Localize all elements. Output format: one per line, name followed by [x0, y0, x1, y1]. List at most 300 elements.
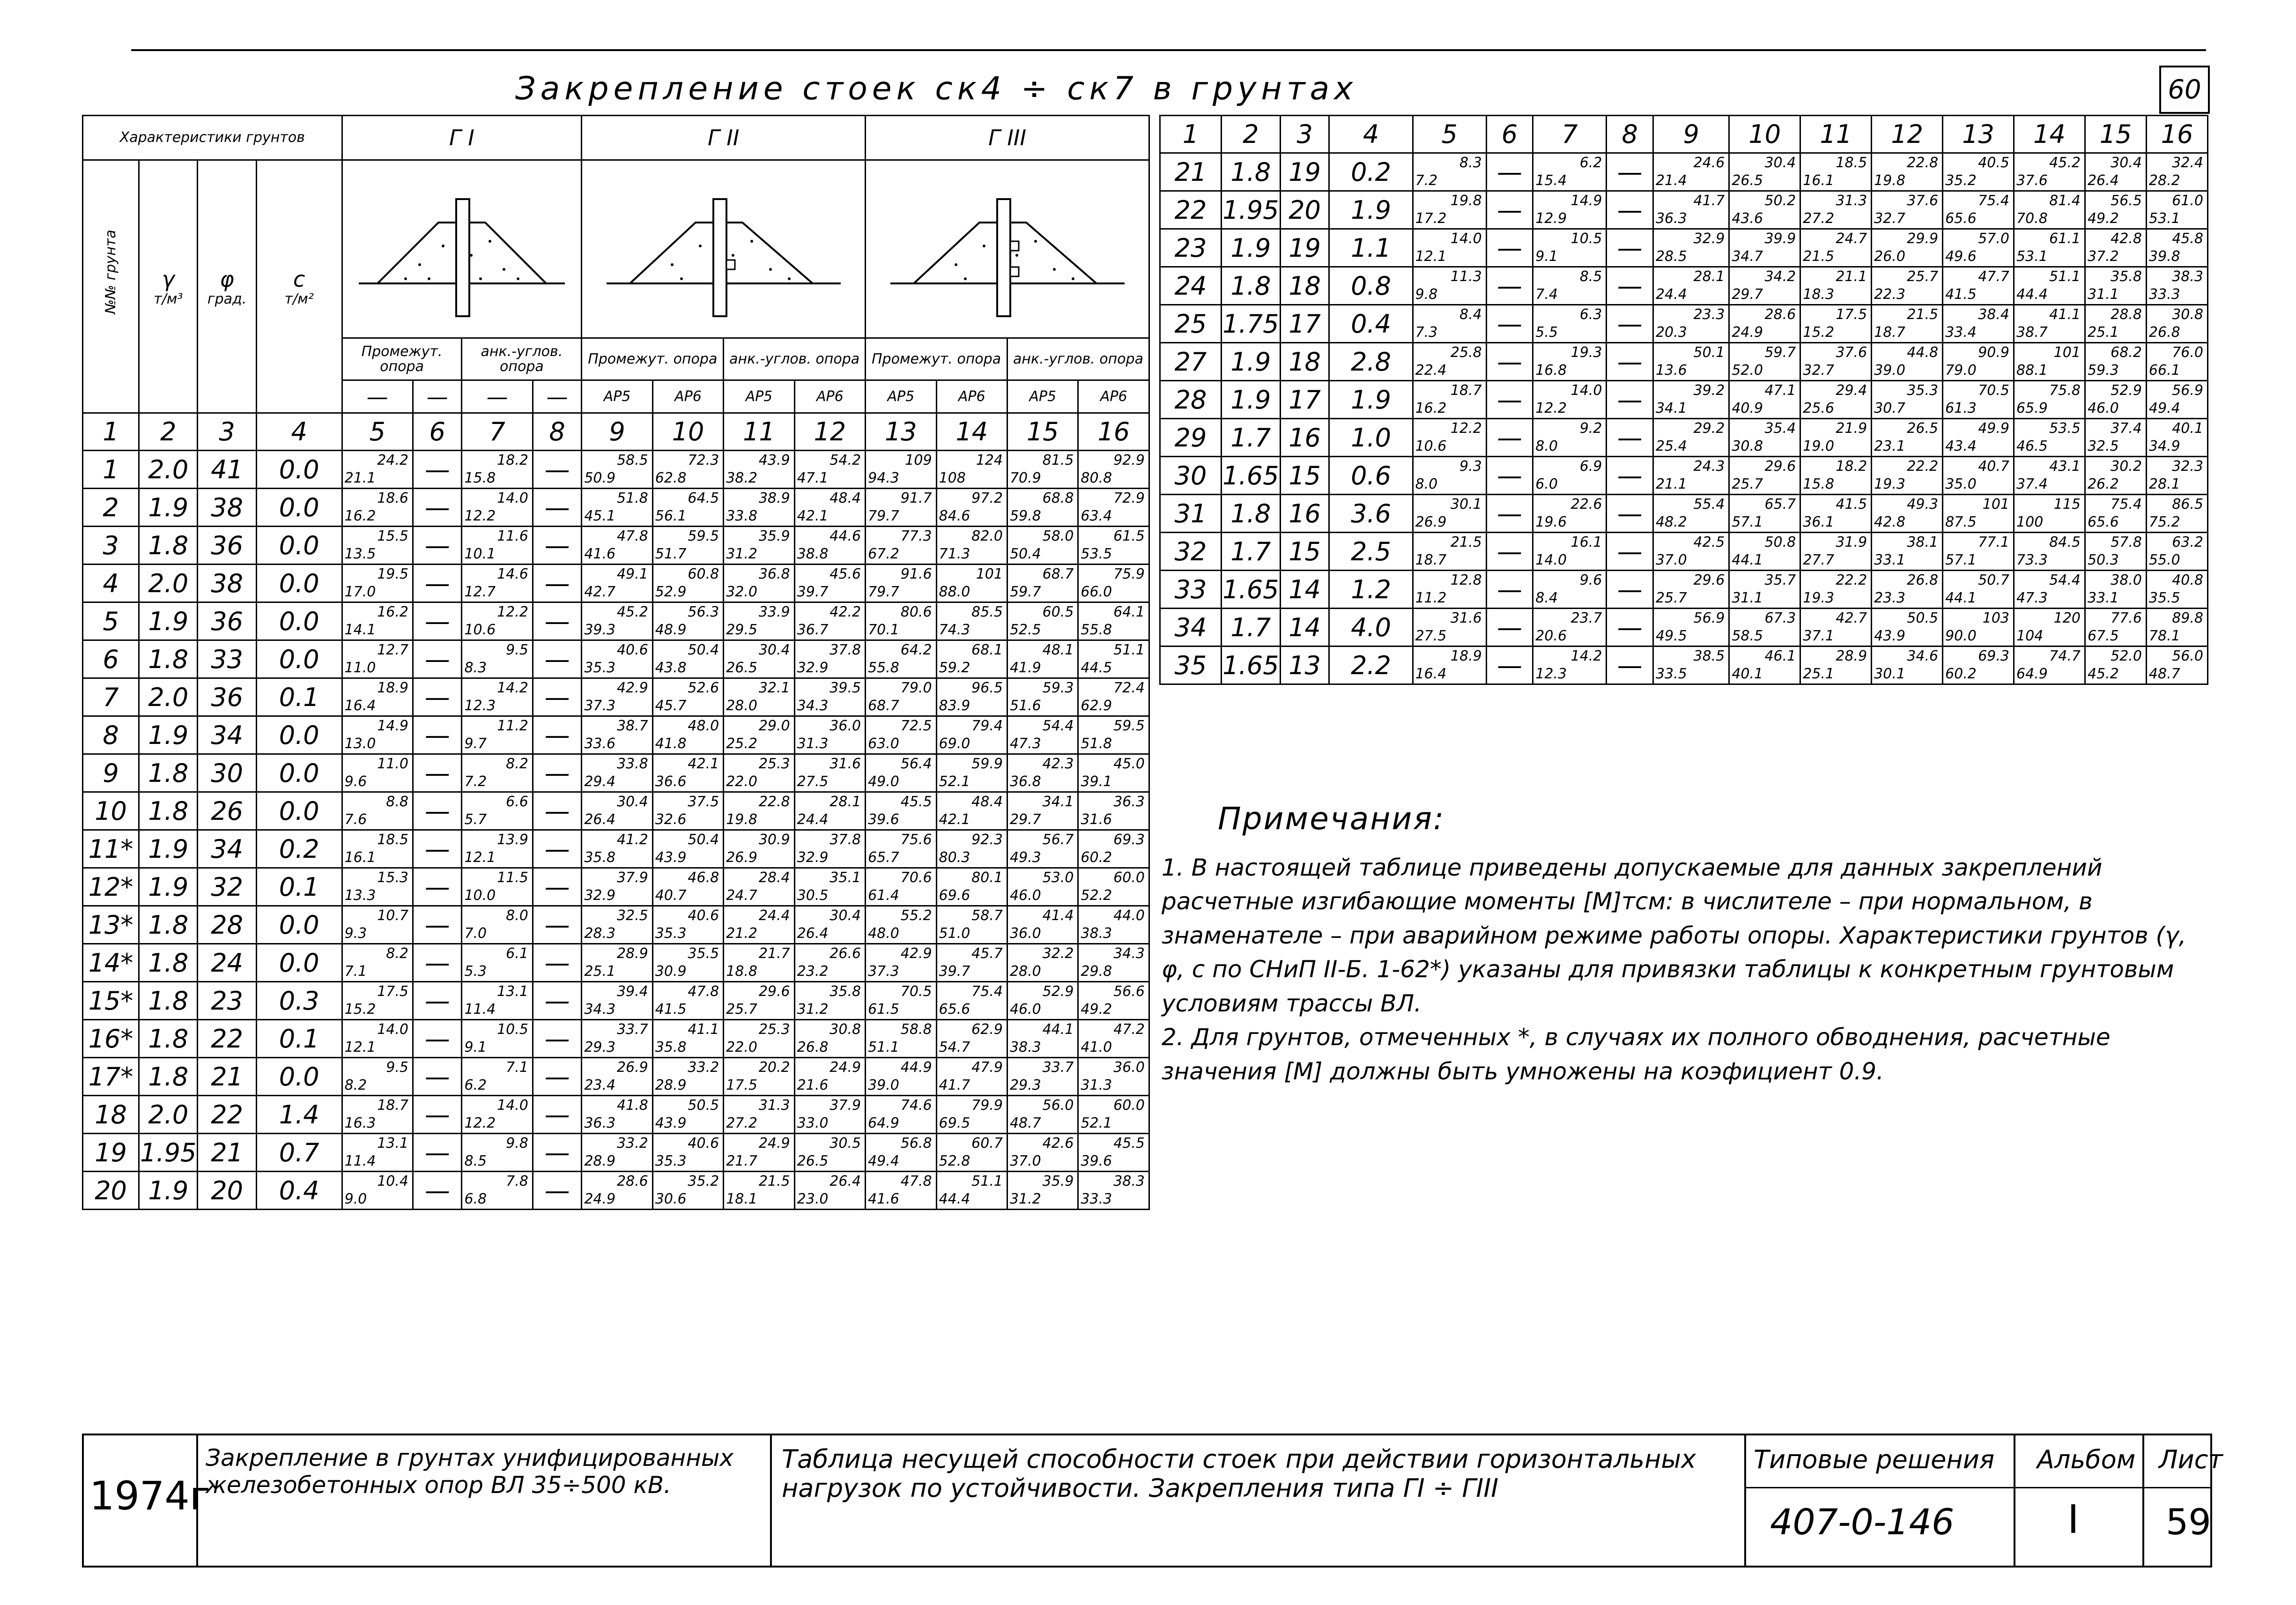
moment-denominator: 30.4 — [1764, 155, 1796, 171]
empty-dash-cell: — — [533, 602, 581, 640]
moment-cell — [1729, 495, 1800, 533]
moment-denominator: 91.6 — [900, 566, 932, 582]
moment-cell — [1007, 527, 1078, 565]
moment-numerator: 33.3 — [2148, 286, 2180, 303]
moment-denominator: 23.3 — [1693, 306, 1725, 323]
moment-cell — [2146, 229, 2207, 267]
g3-intermediate-support: Промежут. опора — [866, 338, 1007, 380]
moment-numerator: 78.1 — [2148, 628, 2180, 644]
g3-ank-ap5: АР5 — [1007, 380, 1078, 413]
gamma-value: 1.8 — [139, 1020, 198, 1058]
moment-denominator: 18.5 — [377, 832, 408, 848]
phi-value: 33 — [198, 640, 256, 678]
moment-numerator: 16.8 — [1535, 362, 1567, 379]
moment-denominator: 84.5 — [2049, 534, 2081, 550]
moment-denominator: 85.5 — [971, 604, 1003, 620]
moment-denominator: 41.1 — [688, 1021, 719, 1038]
moment-cell — [2146, 419, 2207, 457]
moment-cell — [342, 1134, 413, 1172]
moment-cell — [582, 830, 652, 868]
empty-dash-cell: — — [1607, 571, 1653, 609]
moment-numerator: 12.9 — [1535, 210, 1567, 227]
moment-cell — [652, 868, 723, 906]
moment-numerator: 45.1 — [584, 508, 616, 524]
moment-cell — [1413, 381, 1486, 419]
moment-numerator: 9.3 — [344, 925, 367, 942]
moment-cell — [462, 451, 533, 489]
empty-dash-cell: — — [1607, 153, 1653, 191]
moment-denominator: 96.5 — [971, 680, 1003, 696]
moment-denominator: 38.9 — [758, 490, 790, 506]
moment-denominator: 50.7 — [1978, 572, 2010, 588]
moment-cell — [1078, 640, 1149, 678]
moment-numerator: 70.8 — [2016, 210, 2048, 227]
moment-numerator: 15.2 — [1803, 324, 1835, 341]
moment-denominator: 62.9 — [971, 1021, 1003, 1038]
moment-denominator: 31.9 — [1836, 534, 1867, 550]
moment-numerator: 14.0 — [1535, 552, 1567, 568]
phi-symbol: φ — [220, 266, 234, 292]
moment-numerator: 5.3 — [464, 963, 487, 980]
c-value: 0.6 — [1329, 457, 1413, 495]
moment-numerator: 9.7 — [464, 736, 487, 752]
moment-denominator: 115 — [2053, 496, 2081, 513]
moment-denominator: 56.9 — [1693, 610, 1725, 626]
column-number-3: 3 — [1280, 116, 1329, 153]
moment-cell — [652, 754, 723, 792]
moment-numerator: 51.8 — [1081, 736, 1112, 752]
c-value: 1.9 — [1329, 381, 1413, 419]
moment-cell — [936, 792, 1007, 830]
c-value: 0.0 — [256, 640, 342, 678]
moment-denominator: 33.2 — [616, 1135, 648, 1152]
moment-numerator: 63.0 — [868, 736, 899, 752]
moment-cell — [866, 944, 936, 982]
table-row — [83, 640, 1149, 678]
moment-cell — [794, 906, 865, 944]
soil-number: 4 — [83, 565, 139, 602]
moment-cell — [582, 1058, 652, 1096]
moment-numerator: 10.0 — [464, 887, 496, 904]
table-row — [1160, 457, 2208, 495]
moment-denominator: 22.8 — [1907, 155, 1939, 171]
moment-denominator: 29.0 — [758, 718, 790, 734]
moment-denominator: 11.3 — [1450, 268, 1482, 285]
c-value: 2.8 — [1329, 343, 1413, 381]
moment-cell — [1007, 906, 1078, 944]
c-value: 0.0 — [256, 792, 342, 830]
column-number-5: 5 — [1413, 116, 1486, 153]
moment-cell — [866, 906, 936, 944]
c-value: 0.0 — [256, 1058, 342, 1096]
c-value: 2.5 — [1329, 533, 1413, 571]
moment-cell — [652, 1020, 723, 1058]
moment-numerator: 7.2 — [464, 773, 487, 790]
moment-cell — [582, 982, 652, 1020]
soil-number: 31 — [1160, 495, 1222, 533]
moment-cell — [342, 565, 413, 602]
moment-denominator: 89.8 — [2172, 610, 2203, 626]
table-row — [1160, 571, 2208, 609]
moment-denominator: 48.4 — [971, 794, 1003, 810]
moment-numerator: 36.3 — [1655, 210, 1687, 227]
moment-cell — [1943, 229, 2014, 267]
moment-cell — [1533, 533, 1607, 571]
moment-denominator: 42.3 — [1042, 756, 1074, 772]
moment-cell — [794, 1020, 865, 1058]
empty-dash-cell: — — [1486, 571, 1533, 609]
moment-denominator: 21.1 — [1836, 268, 1867, 285]
moment-denominator: 7.8 — [506, 1173, 528, 1189]
stamp-list-value: 59 — [2166, 1501, 2211, 1543]
moment-denominator: 97.2 — [971, 490, 1003, 506]
empty-dash-cell: — — [1486, 191, 1533, 229]
moment-denominator: 52.0 — [2111, 648, 2142, 664]
moment-denominator: 26.4 — [830, 1173, 861, 1189]
moment-cell — [2014, 229, 2085, 267]
moment-cell — [342, 1172, 413, 1210]
moment-cell — [462, 1134, 533, 1172]
moment-cell — [1078, 830, 1149, 868]
moment-numerator: 49.5 — [1655, 628, 1687, 644]
moment-cell — [794, 1172, 865, 1210]
moment-numerator: 12.1 — [1415, 248, 1447, 265]
moment-denominator: 56.8 — [900, 1135, 932, 1152]
moment-denominator: 72.4 — [1113, 680, 1145, 696]
moment-cell — [1653, 419, 1729, 457]
empty-dash-cell: — — [533, 1134, 581, 1172]
gamma-value: 1.9 — [139, 489, 198, 527]
moment-denominator: 6.6 — [506, 794, 528, 810]
moment-denominator: 14.2 — [497, 680, 528, 696]
moment-denominator: 35.1 — [830, 869, 861, 886]
moment-cell — [1800, 609, 1872, 646]
moment-numerator: 8.5 — [464, 1153, 487, 1169]
moment-numerator: 69.0 — [939, 736, 970, 752]
moment-denominator: 28.4 — [758, 869, 790, 886]
moment-cell — [1729, 191, 1800, 229]
moment-numerator: 12.3 — [1535, 666, 1567, 682]
moment-cell — [1729, 533, 1800, 571]
moment-numerator: 36.7 — [797, 622, 829, 638]
moment-cell — [652, 640, 723, 678]
moment-numerator: 45.2 — [2087, 666, 2119, 682]
soil-number: 16* — [83, 1020, 139, 1058]
moment-numerator: 35.5 — [2148, 590, 2180, 606]
moment-cell — [724, 451, 794, 489]
moment-numerator: 28.0 — [726, 698, 757, 714]
moment-cell — [1729, 571, 1800, 609]
g2-anchor-support: анк.-углов. опора — [724, 338, 866, 380]
moment-denominator: 45.2 — [616, 604, 648, 620]
moment-numerator: 28.0 — [1009, 963, 1041, 980]
moment-cell — [342, 678, 413, 716]
moment-cell — [1007, 982, 1078, 1020]
moment-numerator: 63.4 — [1081, 508, 1112, 524]
g1-prom-dash-b: — — [413, 380, 462, 413]
moment-denominator: 10.7 — [377, 907, 408, 924]
moment-cell — [724, 1020, 794, 1058]
moment-numerator: 15.4 — [1535, 172, 1567, 189]
moment-cell — [2014, 533, 2085, 571]
table-row — [83, 1096, 1149, 1134]
table-row — [1160, 229, 2208, 267]
empty-dash-cell: — — [413, 1134, 462, 1172]
moment-denominator: 19.5 — [377, 566, 408, 582]
moment-denominator: 13.1 — [497, 983, 528, 1000]
moment-cell — [724, 868, 794, 906]
moment-cell — [1078, 527, 1149, 565]
moment-denominator: 55.4 — [1693, 496, 1725, 513]
moment-cell — [794, 792, 865, 830]
empty-dash-cell: — — [1607, 533, 1653, 571]
moment-numerator: 39.1 — [1081, 773, 1112, 790]
soil-number: 35 — [1160, 646, 1222, 684]
moment-numerator: 28.9 — [655, 1077, 687, 1093]
moment-denominator: 26.5 — [1907, 420, 1939, 437]
moment-numerator: 22.3 — [1874, 286, 1905, 303]
moment-denominator: 45.6 — [830, 566, 861, 582]
column-number-16: 16 — [1078, 413, 1149, 451]
moment-cell — [866, 982, 936, 1020]
moment-denominator: 37.6 — [1907, 193, 1939, 209]
moment-denominator: 24.3 — [1693, 458, 1725, 475]
moment-denominator: 36.0 — [1113, 1059, 1145, 1076]
column-number-9: 9 — [1653, 116, 1729, 153]
empty-dash-cell: — — [1486, 609, 1533, 646]
moment-numerator: 35.3 — [584, 660, 616, 676]
c-value: 1.9 — [1329, 191, 1413, 229]
soil-number: 33 — [1160, 571, 1222, 609]
moment-numerator: 64.9 — [2016, 666, 2048, 682]
gamma-value: 1.8 — [139, 754, 198, 792]
empty-dash-cell: — — [533, 1020, 581, 1058]
moment-numerator: 28.3 — [584, 925, 616, 942]
moment-numerator: 26.4 — [584, 811, 616, 828]
moment-cell — [2014, 571, 2085, 609]
moment-denominator: 13.9 — [497, 832, 528, 848]
column-number-11: 11 — [724, 413, 794, 451]
empty-dash-cell: — — [413, 754, 462, 792]
column-number-6: 6 — [1486, 116, 1533, 153]
moment-denominator: 45.2 — [2049, 155, 2081, 171]
moment-numerator: 22.0 — [726, 1039, 757, 1055]
moment-numerator: 52.5 — [1009, 622, 1041, 638]
moment-cell — [794, 1134, 865, 1172]
moment-denominator: 70.6 — [900, 869, 932, 886]
table-row — [1160, 609, 2208, 646]
moment-cell — [936, 1020, 1007, 1058]
phi-value: 18 — [1280, 267, 1329, 305]
moment-numerator: 38.8 — [797, 546, 829, 562]
phi-value: 36 — [198, 527, 256, 565]
moment-numerator: 17.0 — [344, 584, 376, 600]
column-number-13: 13 — [866, 413, 936, 451]
moment-numerator: 23.2 — [797, 963, 829, 980]
moment-denominator: 32.4 — [2172, 155, 2203, 171]
moment-cell — [342, 1020, 413, 1058]
moment-cell — [1729, 381, 1800, 419]
soil-number: 12* — [83, 868, 139, 906]
moment-cell — [652, 906, 723, 944]
moment-numerator: 25.7 — [726, 1001, 757, 1018]
moment-denominator: 42.9 — [616, 680, 648, 696]
moment-cell — [1800, 457, 1872, 495]
moment-denominator: 59.9 — [971, 756, 1003, 772]
moment-cell — [462, 982, 533, 1020]
moment-cell — [462, 792, 533, 830]
c-value: 0.0 — [256, 451, 342, 489]
moment-denominator: 75.9 — [1113, 566, 1145, 582]
column-number-10: 10 — [652, 413, 723, 451]
phi-value: 41 — [198, 451, 256, 489]
moment-denominator: 11.6 — [497, 528, 528, 544]
moment-denominator: 24.9 — [758, 1135, 790, 1152]
moment-cell — [1533, 229, 1607, 267]
empty-dash-cell: — — [413, 565, 462, 602]
empty-dash-cell: — — [533, 640, 581, 678]
moment-cell — [1413, 305, 1486, 343]
moment-numerator: 51.7 — [655, 546, 687, 562]
moment-denominator: 48.4 — [830, 490, 861, 506]
moment-denominator: 37.6 — [1836, 344, 1867, 361]
empty-dash-cell: — — [413, 830, 462, 868]
moment-denominator: 30.5 — [830, 1135, 861, 1152]
moment-numerator: 39.7 — [939, 963, 970, 980]
moment-numerator: 36.3 — [584, 1115, 616, 1131]
moment-cell — [1078, 716, 1149, 754]
moment-numerator: 31.2 — [726, 546, 757, 562]
moment-cell — [724, 1096, 794, 1134]
moment-numerator: 8.2 — [344, 1077, 367, 1093]
left-table — [82, 115, 1150, 1210]
moment-cell — [342, 792, 413, 830]
soil-number: 29 — [1160, 419, 1222, 457]
phi-value: 22 — [198, 1020, 256, 1058]
moment-cell — [1413, 533, 1486, 571]
moment-denominator: 28.9 — [616, 945, 648, 962]
moment-cell — [2146, 457, 2207, 495]
soil-number: 24 — [1160, 267, 1222, 305]
moment-numerator: 39.8 — [2148, 248, 2180, 265]
moment-denominator: 64.5 — [688, 490, 719, 506]
moment-denominator: 38.7 — [616, 718, 648, 734]
moment-denominator: 19.8 — [1450, 193, 1482, 209]
moment-cell — [2014, 267, 2085, 305]
moment-denominator: 59.3 — [1042, 680, 1074, 696]
moment-cell — [1078, 1058, 1149, 1096]
moment-denominator: 77.1 — [1978, 534, 2010, 550]
moment-numerator: 87.5 — [1945, 514, 1977, 530]
moment-numerator: 38.3 — [1009, 1039, 1041, 1055]
moment-numerator: 40.7 — [655, 887, 687, 904]
moment-numerator: 26.9 — [726, 849, 757, 866]
moment-denominator: 59.5 — [688, 528, 719, 544]
moment-cell — [1533, 571, 1607, 609]
moment-numerator: 39.0 — [868, 1077, 899, 1093]
moment-cell — [936, 640, 1007, 678]
g3-anchor-support: анк.-углов. опора — [1007, 338, 1149, 380]
empty-dash-cell: — — [1486, 267, 1533, 305]
moment-cell — [342, 982, 413, 1020]
phi-value: 34 — [198, 716, 256, 754]
moment-numerator: 29.7 — [1009, 811, 1041, 828]
moment-cell — [936, 678, 1007, 716]
moment-cell — [2085, 343, 2146, 381]
moment-cell — [652, 830, 723, 868]
moment-numerator: 43.6 — [1732, 210, 1763, 227]
column-number-4: 4 — [1329, 116, 1413, 153]
moment-numerator: 42.8 — [1874, 514, 1905, 530]
moment-denominator: 101 — [2053, 344, 2081, 361]
moment-numerator: 36.1 — [1803, 514, 1835, 530]
moment-numerator: 41.6 — [868, 1191, 899, 1207]
moment-numerator: 37.2 — [2087, 248, 2119, 265]
empty-dash-cell: — — [413, 792, 462, 830]
moment-denominator: 30.4 — [2111, 155, 2142, 171]
moment-denominator: 39.4 — [616, 983, 648, 1000]
moment-denominator: 39.5 — [830, 680, 861, 696]
moment-cell — [2146, 153, 2207, 191]
moment-denominator: 56.9 — [2172, 382, 2203, 399]
moment-cell — [1653, 191, 1729, 229]
g3-prom-ap5: АР5 — [866, 380, 936, 413]
empty-dash-cell: — — [413, 1172, 462, 1210]
moment-cell — [1653, 153, 1729, 191]
moment-cell — [936, 944, 1007, 982]
moment-denominator: 38.1 — [1907, 534, 1939, 550]
moment-denominator: 10.4 — [377, 1173, 408, 1189]
moment-cell — [2146, 191, 2207, 229]
moment-denominator: 41.1 — [2049, 306, 2081, 323]
moment-cell — [582, 1172, 652, 1210]
moment-numerator: 30.8 — [1732, 438, 1763, 454]
moment-denominator: 41.2 — [616, 832, 648, 848]
moment-numerator: 59.8 — [1009, 508, 1041, 524]
table-row — [83, 602, 1149, 640]
moment-cell — [866, 640, 936, 678]
phi-value: 15 — [1280, 457, 1329, 495]
moment-cell — [582, 1020, 652, 1058]
moment-denominator: 14.9 — [1570, 193, 1602, 209]
moment-numerator: 26.0 — [1874, 248, 1905, 265]
column-number-2: 2 — [139, 413, 198, 451]
moment-cell — [936, 868, 1007, 906]
moment-denominator: 30.8 — [830, 1021, 861, 1038]
moment-numerator: 28.9 — [584, 1153, 616, 1169]
moment-cell — [1413, 495, 1486, 533]
moment-cell — [462, 602, 533, 640]
moment-numerator: 52.9 — [655, 584, 687, 600]
moment-numerator: 49.6 — [1945, 248, 1977, 265]
moment-numerator: 26.4 — [2087, 172, 2119, 189]
moment-numerator: 32.7 — [1803, 362, 1835, 379]
moment-numerator: 33.8 — [726, 508, 757, 524]
c-value: 0.0 — [256, 754, 342, 792]
moment-cell — [1800, 495, 1872, 533]
moment-numerator: 65.6 — [1945, 210, 1977, 227]
moment-denominator: 68.8 — [1042, 490, 1074, 506]
c-value: 0.0 — [256, 565, 342, 602]
soil-number-header — [83, 160, 139, 413]
moment-numerator: 30.7 — [1874, 400, 1905, 416]
table-row — [83, 451, 1149, 489]
table-row — [83, 489, 1149, 527]
moment-numerator: 41.0 — [1081, 1039, 1112, 1055]
moment-numerator: 23.3 — [1874, 590, 1905, 606]
moment-cell — [936, 754, 1007, 792]
soil-number: 23 — [1160, 229, 1222, 267]
